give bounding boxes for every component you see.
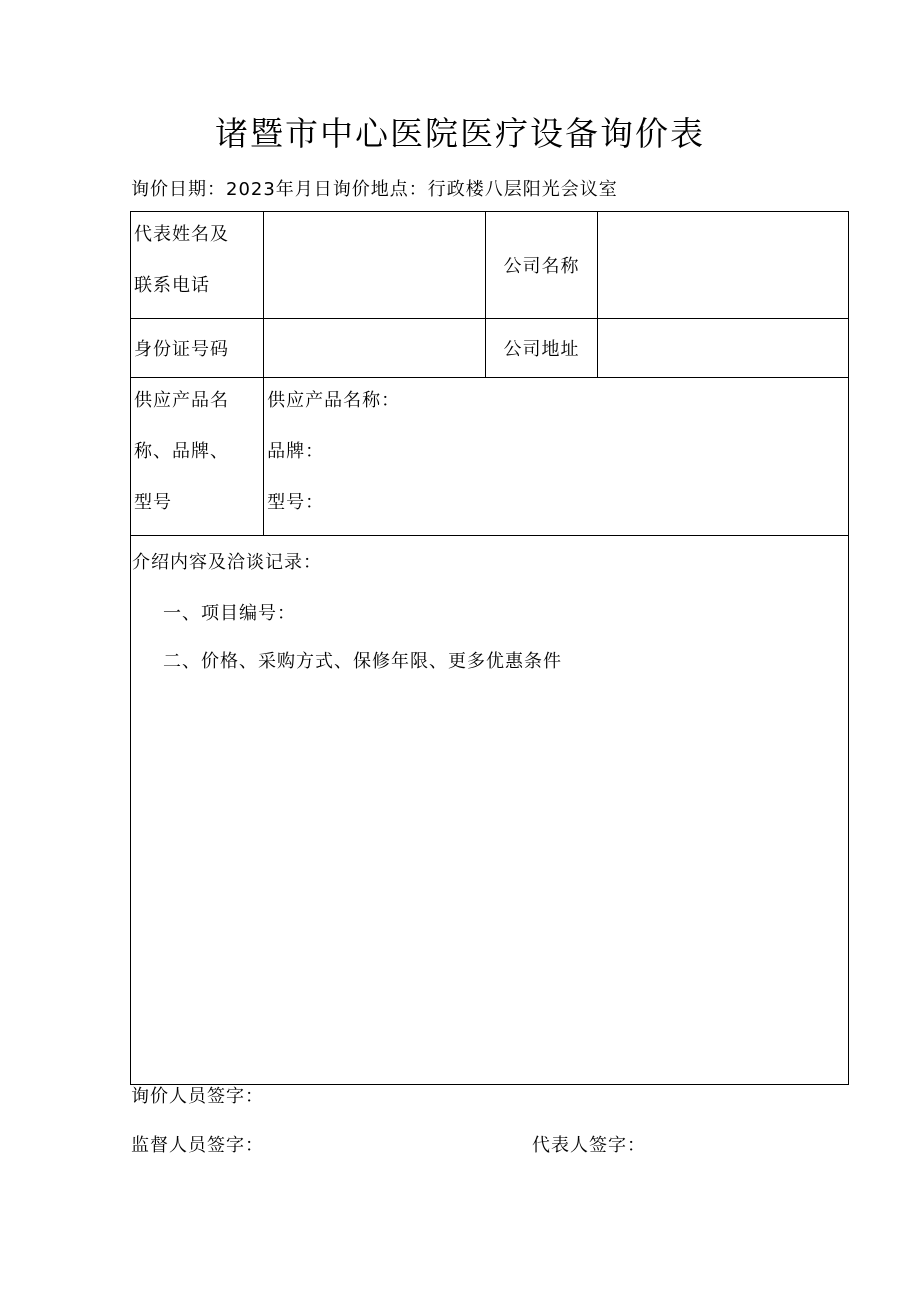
rep-value-field[interactable] [264,212,486,319]
product-label-line2: 称、品牌、 [134,441,229,462]
product-label-cell [131,378,264,536]
product-label-line1: 供应产品名 [134,390,229,411]
brand-label: 品牌： [267,441,325,462]
table-row-notes [131,536,849,1085]
company-address-field[interactable] [597,319,848,378]
company-address-label: 公司地址 [486,319,597,378]
notes-item-terms: 二、价格、采购方式、保修年限、更多优惠条件 [163,651,562,672]
inquirer-signature-label: 询价人员签字： [131,1086,264,1107]
id-label: 身份证号码 [131,319,264,378]
product-label-line3: 型号 [134,492,172,513]
table-row-id [131,319,849,378]
id-field[interactable] [264,319,486,378]
notes-cell[interactable] [131,536,849,1085]
company-name-field[interactable] [597,212,848,319]
notes-item-project-number: 一、项目编号： [163,603,296,624]
notes-heading: 介绍内容及洽谈记录： [132,552,322,573]
inquiry-form-table [130,211,849,1085]
supervisor-signature-label: 监督人员签字： [131,1135,264,1156]
table-row-product [131,378,849,536]
table-row-representative [131,212,849,319]
page-title: 诸暨市中心医院医疗设备询价表 [215,114,705,153]
rep-label-line2: 联系电话 [134,275,210,296]
rep-label-cell [131,212,264,319]
product-detail-cell[interactable] [264,378,849,536]
representative-signature-label: 代表人签字： [532,1135,646,1156]
company-name-label: 公司名称 [486,212,597,319]
inquiry-date-location: 询价日期：2023年月日询价地点：行政楼八层阳光会议室 [131,179,618,200]
model-label: 型号： [267,492,325,513]
rep-label-line1: 代表姓名及 [134,224,229,245]
product-name-label: 供应产品名称： [267,390,401,411]
